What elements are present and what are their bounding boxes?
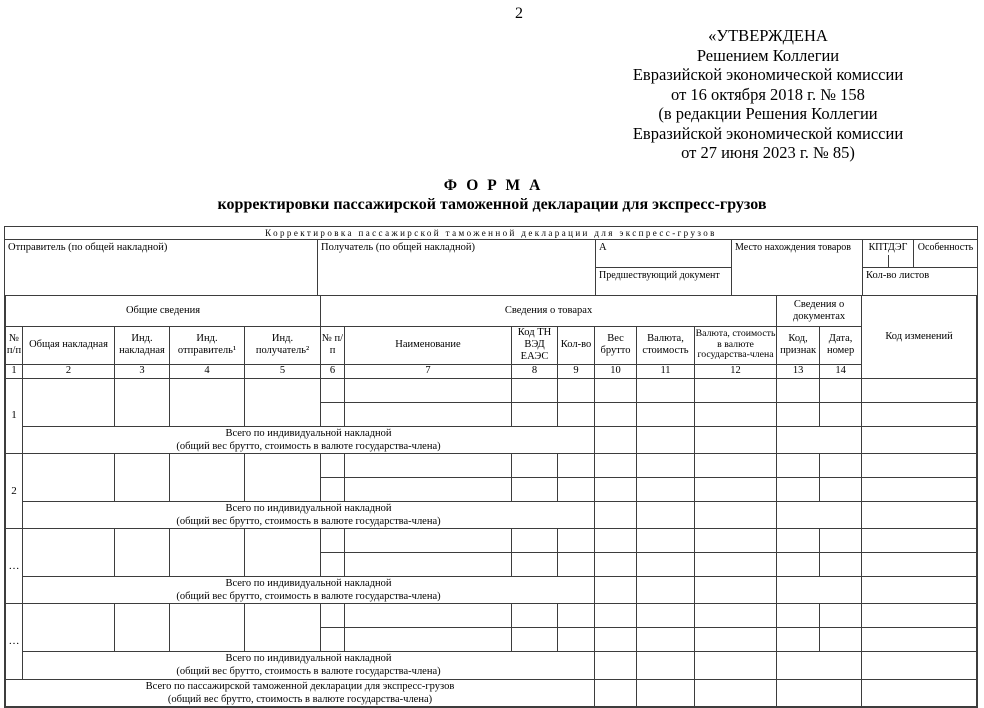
block-label: …: [6, 529, 23, 604]
col-header-tnved-code: Код ТН ВЭД ЕАЭС: [512, 326, 558, 364]
empty-field-cell: [595, 402, 637, 426]
col-number: 1: [6, 364, 23, 378]
empty-field-cell: [777, 453, 820, 477]
empty-field-cell: [695, 477, 777, 501]
empty-field-cell: [695, 553, 777, 577]
empty-field-cell: [245, 378, 321, 426]
empty-field-cell: [512, 529, 558, 553]
empty-field-cell: [777, 378, 820, 402]
empty-field-cell: [558, 453, 595, 477]
register-a-cell: [596, 240, 732, 268]
col-header-code-sign: Код, признак: [777, 326, 820, 364]
form-top-section: [5, 240, 977, 296]
total-gross-weight-box: [595, 652, 637, 679]
invoice-total-line1: Всего по индивидуальной накладной: [225, 578, 392, 589]
empty-field-cell: [595, 604, 637, 628]
approval-line: от 16 октября 2018 г. № 158: [671, 84, 865, 104]
empty-field-cell: [321, 477, 345, 501]
empty-field-cell: [170, 604, 245, 652]
empty-field-cell: [777, 553, 820, 577]
empty-field-cell: [512, 477, 558, 501]
col-number: 10: [595, 364, 637, 378]
empty-field-cell: [595, 553, 637, 577]
empty-field-cell: [862, 453, 977, 477]
empty-field-cell: [695, 378, 777, 402]
total-member-state-value-box: [695, 679, 777, 706]
empty-field-cell: [512, 378, 558, 402]
empty-field-cell: [245, 453, 321, 501]
empty-field-cell: [637, 577, 695, 604]
empty-field-cell: [862, 628, 977, 652]
col-number: 5: [245, 364, 321, 378]
empty-field-cell: [345, 628, 512, 652]
empty-field-cell: [345, 529, 512, 553]
empty-field-cell: [558, 628, 595, 652]
empty-field-cell: [345, 453, 512, 477]
empty-field-cell: [637, 477, 695, 501]
empty-field-cell: [637, 679, 695, 706]
preceding-document-cell: [596, 268, 732, 295]
approval-line: Евразийской экономической комиссии: [632, 65, 904, 84]
total-gross-weight-box: [595, 679, 637, 706]
empty-field-cell: [321, 604, 345, 628]
goods-location-cell: [732, 240, 863, 295]
empty-field-cell: [777, 577, 862, 604]
empty-field-cell: [777, 604, 820, 628]
col-header-individual-sender: Инд. отправитель¹: [170, 326, 245, 364]
empty-field-cell: [558, 402, 595, 426]
empty-field-cell: [321, 529, 345, 553]
group-header-goods: Сведения о товарах: [321, 296, 777, 326]
empty-field-cell: [862, 402, 977, 426]
col-header-member-state-currency-value: Валюта, стоимость в валюте государства-члена: [695, 326, 777, 364]
approval-line: Решением Коллегии: [696, 45, 840, 65]
empty-field-cell: [637, 652, 695, 679]
empty-field-cell: [695, 402, 777, 426]
col-header-individual-invoice: Инд. накладная: [115, 326, 170, 364]
invoice-total-cell: [23, 652, 595, 679]
empty-field-cell: [862, 553, 977, 577]
col-header-date-number: Дата, номер: [820, 326, 862, 364]
group-header-change-code: Код изменений: [862, 296, 977, 378]
empty-field-cell: [695, 604, 777, 628]
col-header-gross-weight: Вес брутто: [595, 326, 637, 364]
empty-field-cell: [862, 529, 977, 553]
register-a-label: А: [599, 242, 607, 253]
empty-field-cell: [777, 529, 820, 553]
empty-field-cell: [115, 529, 170, 577]
empty-field-cell: [820, 529, 862, 553]
col-header-general-invoice: Общая накладная: [23, 326, 115, 364]
empty-field-cell: [23, 453, 115, 501]
feature-label: Особенность: [917, 242, 974, 253]
receiver-cell: [318, 240, 596, 295]
empty-field-cell: [345, 553, 512, 577]
empty-field-cell: [777, 652, 862, 679]
empty-field-cell: [170, 529, 245, 577]
sheet-count-cell: [863, 268, 977, 295]
col-number: 7: [345, 364, 512, 378]
form-grid-table: [5, 296, 977, 707]
form-title: корректировки пассажирской таможенной декларации для экспресс-грузов: [217, 196, 767, 213]
block-label: 1: [6, 378, 23, 453]
total-change-code-box: [862, 577, 977, 604]
empty-field-cell: [777, 501, 862, 528]
page-number: 2: [515, 5, 523, 22]
empty-field-cell: [820, 378, 862, 402]
block-label: …: [6, 604, 23, 679]
empty-field-cell: [820, 402, 862, 426]
empty-field-cell: [637, 378, 695, 402]
total-member-state-value-box: [695, 577, 777, 604]
empty-field-cell: [512, 402, 558, 426]
empty-field-cell: [637, 402, 695, 426]
invoice-total-line2: (общий вес брутто, стоимость в валюте государства-члена): [176, 515, 441, 527]
total-gross-weight-box: [595, 577, 637, 604]
col-number: 4: [170, 364, 245, 378]
empty-field-cell: [637, 501, 695, 528]
empty-field-cell: [777, 679, 862, 706]
total-member-state-value-box: [695, 501, 777, 528]
invoice-total-line2: (общий вес брутто, стоимость в валюте государства-члена): [176, 591, 441, 603]
empty-field-cell: [321, 553, 345, 577]
col-number: 3: [115, 364, 170, 378]
total-gross-weight-box: [595, 501, 637, 528]
form-kicker: ФОРМА: [443, 177, 550, 194]
invoice-total-cell: [23, 577, 595, 604]
empty-field-cell: [777, 426, 862, 453]
empty-field-cell: [695, 529, 777, 553]
empty-field-cell: [820, 604, 862, 628]
total-gross-weight-box: [595, 426, 637, 453]
empty-field-cell: [777, 628, 820, 652]
empty-field-cell: [558, 477, 595, 501]
total-change-code-box: [862, 501, 977, 528]
col-number: 12: [695, 364, 777, 378]
declaration-total-cell: [6, 679, 595, 706]
empty-field-cell: [345, 604, 512, 628]
invoice-total-line1: Всего по индивидуальной накладной: [225, 502, 392, 514]
col-header-row-number: № п/п: [6, 326, 23, 364]
sheet-count-label: Кол-во листов: [866, 270, 930, 281]
col-number: 2: [23, 364, 115, 378]
empty-field-cell: [637, 628, 695, 652]
empty-field-cell: [512, 553, 558, 577]
empty-field-cell: [637, 529, 695, 553]
empty-field-cell: [115, 604, 170, 652]
empty-field-cell: [321, 402, 345, 426]
approval-block: [588, 26, 948, 163]
block-label: 2: [6, 453, 23, 528]
empty-field-cell: [777, 402, 820, 426]
empty-field-cell: [595, 529, 637, 553]
empty-field-cell: [695, 453, 777, 477]
empty-field-cell: [321, 453, 345, 477]
goods-location-label: Место нахождения товаров: [735, 242, 852, 253]
col-header-goods-number: № п/п: [321, 326, 345, 364]
col-header-quantity: Кол-во: [558, 326, 595, 364]
col-header-currency-value: Валюта, стоимость: [637, 326, 695, 364]
feature-cell: [914, 240, 977, 268]
col-header-name: Наименование: [345, 326, 512, 364]
col-number: 11: [637, 364, 695, 378]
kptdeg-cell: [863, 240, 914, 268]
col-number: 8: [512, 364, 558, 378]
empty-field-cell: [321, 628, 345, 652]
total-change-code-box: [862, 652, 977, 679]
sender-label: Отправитель (по общей накладной): [8, 242, 168, 253]
empty-field-cell: [820, 553, 862, 577]
empty-field-cell: [637, 426, 695, 453]
total-change-code-box: [862, 426, 977, 453]
empty-field-cell: [595, 453, 637, 477]
empty-field-cell: [637, 553, 695, 577]
kptdeg-label: КПТДЭГ: [868, 242, 908, 253]
empty-field-cell: [862, 378, 977, 402]
group-header-general: Общие сведения: [6, 296, 321, 326]
empty-field-cell: [345, 378, 512, 402]
empty-field-cell: [115, 378, 170, 426]
empty-field-cell: [512, 453, 558, 477]
invoice-total-line2: (общий вес брутто, стоимость в валюте государства-члена): [176, 440, 441, 452]
table-caption: Корректировка пассажирской таможенной декларации для экспресс-грузов: [5, 227, 977, 240]
empty-field-cell: [862, 477, 977, 501]
approval-line: «УТВЕРЖДЕНА: [708, 26, 828, 45]
empty-field-cell: [777, 477, 820, 501]
empty-field-cell: [595, 378, 637, 402]
declaration-total-line2: (общий вес брутто, стоимость в валюте государства-члена): [167, 693, 433, 705]
empty-field-cell: [558, 553, 595, 577]
col-number: 9: [558, 364, 595, 378]
col-header-individual-receiver: Инд. получатель²: [245, 326, 321, 364]
empty-field-cell: [558, 378, 595, 402]
empty-field-cell: [595, 477, 637, 501]
empty-field-cell: [637, 604, 695, 628]
empty-field-cell: [23, 604, 115, 652]
empty-field-cell: [170, 378, 245, 426]
empty-field-cell: [595, 628, 637, 652]
approval-line: от 27 июня 2023 г. № 85): [681, 143, 855, 162]
col-number: 6: [321, 364, 345, 378]
total-change-code-box: [862, 679, 977, 706]
empty-field-cell: [558, 529, 595, 553]
empty-field-cell: [23, 378, 115, 426]
empty-field-cell: [23, 529, 115, 577]
col-number: 13: [777, 364, 820, 378]
empty-field-cell: [245, 529, 321, 577]
empty-field-cell: [345, 402, 512, 426]
group-header-documents: Сведения о документах: [777, 296, 862, 326]
empty-field-cell: [170, 453, 245, 501]
empty-field-cell: [115, 453, 170, 501]
empty-field-cell: [512, 604, 558, 628]
empty-field-cell: [321, 378, 345, 402]
kptdeg-divider-mark: [888, 255, 889, 267]
invoice-total-cell: [23, 501, 595, 528]
empty-field-cell: [637, 453, 695, 477]
invoice-total-line1: Всего по индивидуальной накладной: [225, 427, 392, 439]
empty-field-cell: [820, 477, 862, 501]
empty-field-cell: [558, 604, 595, 628]
approval-line: Евразийской экономической комиссии: [632, 123, 904, 143]
empty-field-cell: [820, 453, 862, 477]
empty-field-cell: [345, 477, 512, 501]
empty-field-cell: [862, 604, 977, 628]
sender-cell: [5, 240, 318, 295]
preceding-document-label: Предшествующий документ: [599, 270, 720, 281]
total-member-state-value-box: [695, 652, 777, 679]
empty-field-cell: [245, 604, 321, 652]
empty-field-cell: [512, 628, 558, 652]
empty-field-cell: [820, 628, 862, 652]
receiver-label: Получатель (по общей накладной): [321, 242, 475, 253]
invoice-total-cell: [23, 426, 595, 453]
declaration-form: [4, 226, 978, 708]
declaration-total-line1: Всего по пассажирской таможенной декларации для экспресс-грузов: [145, 680, 455, 692]
invoice-total-line1: Всего по индивидуальной накладной: [225, 653, 392, 665]
col-number: 14: [820, 364, 862, 378]
approval-line: (в редакции Решения Коллегии: [658, 104, 878, 123]
empty-field-cell: [695, 628, 777, 652]
invoice-total-line2: (общий вес брутто, стоимость в валюте государства-члена): [176, 666, 441, 678]
total-member-state-value-box: [695, 426, 777, 453]
